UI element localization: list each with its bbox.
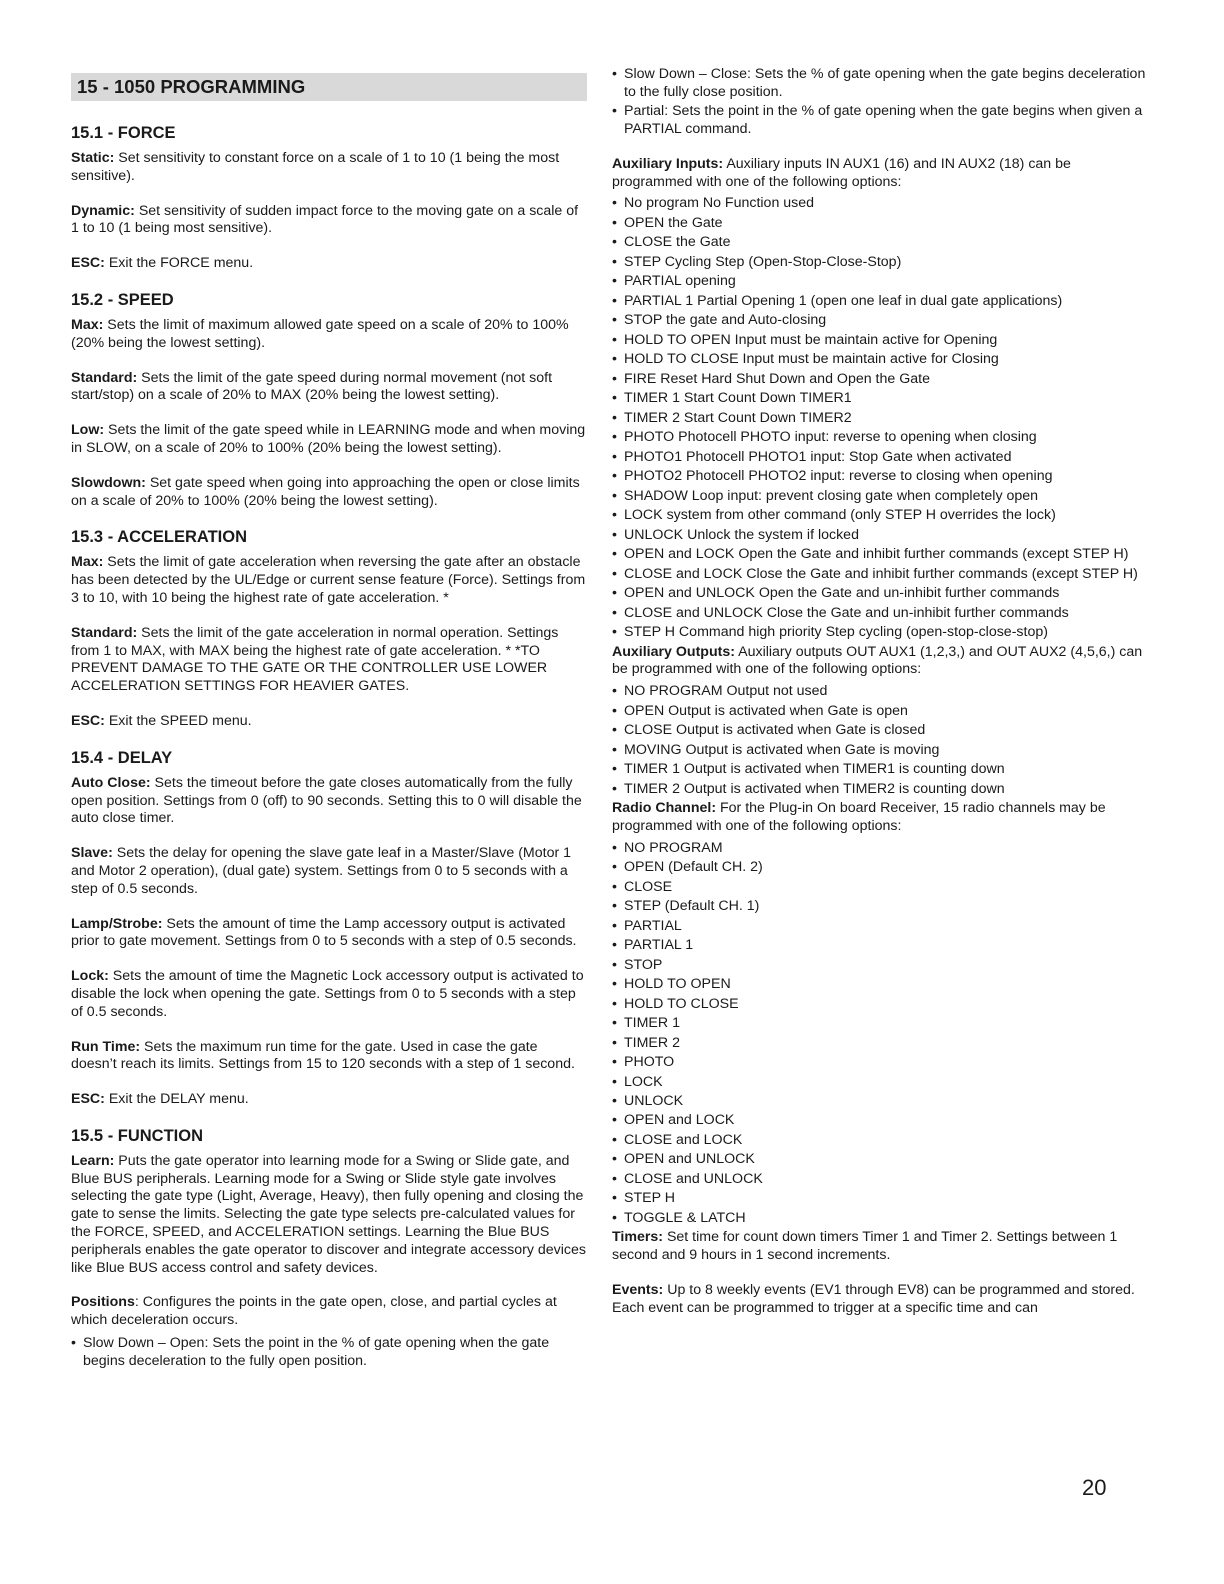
positions-list-left — [71, 1335, 587, 1371]
list-item: • PHOTO — [612, 1054, 675, 1071]
delay-section — [71, 748, 587, 1109]
list-item: • TIMER 1 — [612, 1015, 680, 1032]
list-item: • HOLD TO CLOSE — [612, 995, 739, 1012]
list-item: • HOLD TO OPEN — [612, 976, 731, 993]
page-title: 15 - 1050 PROGRAMMING — [71, 73, 587, 101]
list-item: • PARTIAL — [612, 917, 682, 934]
list-item: • Slow Down – Open: Sets the point in the % of gate opening when the gate begins deceleration to the fully open position. — [71, 1335, 550, 1369]
list-item: • HOLD TO OPEN Input must be maintain active for Opening — [612, 331, 998, 348]
list-item: • LOCK system from other command (only STEP H overrides the lock) — [612, 507, 1056, 524]
force-esc: ESC: Exit the FORCE menu. — [71, 255, 254, 272]
list-item: • TOGGLE & LATCH — [612, 1209, 746, 1226]
list-item: • NO PROGRAM — [612, 839, 723, 856]
speed-low: Low: Sets the limit of the gate speed while in LEARNING mode and when moving in SLOW, on a scale of 20% to 100% (20% being the lowest setting). — [71, 422, 586, 456]
list-item: • PARTIAL opening — [612, 273, 736, 290]
function-learn: Learn: Puts the gate operator into learning mode for a Swing or Slide gate, and Blue BUS peripherals. Learning mode for a Swing or Slide style gate involves selecting the gate type (Light, Average, Heavy), then fully opening and closing the gate to sense the limits. Selecting the gate type selects pre-calculated values for the FORCE, SPEED, and ACCELERATION settings. Learning the Blue BUS peripherals enables the gate operator to discover and integrate accessory devices like Blue BUS access control and safety devices. — [71, 1152, 586, 1276]
aux-inputs-list — [612, 195, 1152, 641]
list-item: • SHADOW Loop input: prevent closing gate when completely open — [612, 487, 1039, 504]
list-item: • UNLOCK — [612, 1093, 684, 1109]
function-section — [71, 1126, 587, 1371]
list-item: • STEP Cycling Step (Open-Stop-Close-Stop) — [612, 253, 902, 270]
list-item: • OPEN (Default CH. 2) — [612, 859, 763, 876]
list-item: • TIMER 1 Output is activated when TIMER1 is counting down — [612, 761, 1005, 778]
list-item: • CLOSE and UNLOCK — [612, 1170, 763, 1187]
list-item: • Slow Down – Close: Sets the % of gate opening when the gate begins deceleration to the fully close position. — [612, 66, 1146, 100]
speed-standard: Standard: Sets the limit of the gate speed during normal movement (not soft start/stop) on a scale of 20% to MAX (20% being the lowest setting). — [71, 369, 553, 404]
list-item: • CLOSE and LOCK — [612, 1131, 743, 1148]
list-item: • CLOSE Output is activated when Gate is closed — [612, 722, 926, 739]
list-item: • CLOSE and UNLOCK Close the Gate and un-inhibit further commands — [612, 604, 1069, 621]
acceleration-standard: Standard: Sets the limit of the gate acceleration in normal operation. Settings from 1 to MAX, with MAX being the highest rate of gate acceleration. * *TO PREVENT DAMAGE TO THE GATE OR THE CONTROLLER USE LOWER ACCELERATION SETTINGS FOR HEAVIER GATES. — [71, 624, 559, 695]
list-item: • STOP the gate and Auto-closing — [612, 312, 827, 329]
page-number: 20 — [1082, 1475, 1107, 1500]
radio-channel-intro: Radio Channel: For the Plug-in On board Receiver, 15 radio channels may be programmed with one of the following options: — [612, 800, 1106, 834]
delay-lamp-strobe: Lamp/Strobe: Sets the amount of time the Lamp accessory output is activated prior to gate movement. Settings from 0 to 5 seconds with a step of 0.5 seconds. — [71, 915, 577, 950]
list-item: • UNLOCK Unlock the system if locked — [612, 526, 859, 543]
force-heading: 15.1 - FORCE — [71, 124, 176, 142]
function-heading: 15.5 - FUNCTION — [71, 1126, 204, 1145]
speed-heading: 15.2 - SPEED — [71, 290, 174, 309]
list-item: • CLOSE the Gate — [612, 234, 731, 251]
list-item: • OPEN and UNLOCK — [612, 1151, 755, 1168]
list-item: • No program No Function used — [612, 195, 815, 212]
list-item: • STEP H — [612, 1190, 675, 1207]
aux-outputs-intro: Auxiliary Outputs: Auxiliary outputs OUT AUX1 (1,2,3,) and OUT AUX2 (4,5,6,) can be programmed with one of the following options: — [612, 643, 1143, 678]
list-item: • STEP H Command high priority Step cycling (open-stop-close-stop) — [612, 624, 1048, 641]
speed-max: Max: Sets the limit of maximum allowed gate speed on a scale of 20% to 100% (20% being the lowest setting). — [71, 316, 569, 351]
radio-channel-list — [612, 840, 1152, 1228]
left-column — [71, 73, 587, 1372]
list-item: • PHOTO Photocell PHOTO input: reverse to opening when closing — [612, 429, 1037, 446]
list-item: • PHOTO2 Photocell PHOTO2 input: reverse to closing when opening — [612, 468, 1053, 485]
list-item: • HOLD TO CLOSE Input must be maintain active for Closing — [612, 351, 999, 368]
delay-esc: ESC: Exit the DELAY menu. — [71, 1091, 249, 1108]
list-item: • Partial: Sets the point in the % of gate opening when the gate begins when given a PARTIAL command. — [612, 103, 1143, 138]
list-item: • PARTIAL 1 — [612, 937, 694, 954]
list-item: • OPEN and LOCK — [612, 1112, 735, 1129]
list-item: • STOP — [612, 956, 663, 973]
aux-outputs-list — [612, 683, 1152, 798]
speed-section — [71, 290, 587, 510]
list-item: • MOVING Output is activated when Gate is moving — [612, 741, 940, 758]
list-item: • STEP (Default CH. 1) — [612, 898, 760, 915]
acceleration-heading: 15.3 - ACCELERATION — [71, 528, 248, 547]
list-item: • CLOSE and LOCK Close the Gate and inhibit further commands (except STEP H) — [612, 565, 1138, 582]
timers-paragraph: Timers: Set time for count down timers Timer 1 and Timer 2. Settings between 1 second and 9 hours in 1 second increments. — [612, 1229, 1118, 1264]
speed-slowdown: Slowdown: Set gate speed when going into approaching the open or close limits on a scale of 20% to 100% (20% being the lowest setting). — [71, 474, 580, 509]
delay-slave: Slave: Sets the delay for opening the slave gate leaf in a Master/Slave (Motor 1 and Motor 2 operation), (dual gate) system. Settings from 0 to 5 seconds with a step of 0.5 seconds. — [71, 845, 572, 897]
list-item: • FIRE Reset Hard Shut Down and Open the Gate — [612, 370, 930, 387]
positions-list-right — [612, 66, 1152, 139]
force-dynamic: Dynamic: Set sensitivity of sudden impact force to the moving gate on a scale of 1 to 10 (1 being most sensitive). — [71, 202, 579, 237]
function-positions: Positions: Configures the points in the gate open, close, and partial cycles at which deceleration occurs. — [71, 1294, 557, 1329]
acceleration-esc: ESC: Exit the SPEED menu. — [71, 712, 252, 729]
list-item: • OPEN and LOCK Open the Gate and inhibit further commands (except STEP H) — [612, 546, 1129, 563]
list-item: • TIMER 2 — [612, 1034, 680, 1051]
list-item: • NO PROGRAM Output not used — [612, 683, 828, 700]
list-item: • CLOSE — [612, 878, 673, 895]
list-item: • TIMER 1 Start Count Down TIMER1 — [612, 390, 852, 407]
list-item: • PARTIAL 1 Partial Opening 1 (open one leaf in dual gate applications) — [612, 292, 1063, 309]
list-item: • TIMER 2 Start Count Down TIMER2 — [612, 409, 852, 426]
acceleration-section — [71, 527, 587, 730]
delay-lock: Lock: Sets the amount of time the Magnetic Lock accessory output is activated to disable the lock when opening the gate. Settings from 0 to 5 seconds with a step of 0.5 seconds. — [71, 968, 584, 1020]
force-section — [71, 123, 587, 273]
aux-inputs-intro: Auxiliary Inputs: Auxiliary inputs IN AUX1 (16) and IN AUX2 (18) can be programmed with one of the following options: — [612, 155, 1071, 190]
list-item: • TIMER 2 Output is activated when TIMER2 is counting down — [612, 780, 1005, 797]
list-item: • OPEN and UNLOCK Open the Gate and un-inhibit further commands — [612, 585, 1060, 602]
delay-auto-close: Auto Close: Sets the timeout before the gate closes automatically from the fully open position. Settings from 0 (off) to 90 seconds. Setting this to 0 will disable the auto close timer. — [71, 774, 582, 827]
list-item: • OPEN Output is activated when Gate is open — [612, 702, 908, 719]
force-static: Static: Set sensitivity to constant force on a scale of 1 to 10 (1 being the most sensitive). — [71, 150, 560, 184]
list-item: • PHOTO1 Photocell PHOTO1 input: Stop Gate when activated — [612, 448, 1012, 465]
delay-heading: 15.4 - DELAY — [71, 748, 173, 767]
acceleration-max: Max: Sets the limit of gate acceleration when reversing the gate after an obstacle has been detected by the UL/Edge or current sense feature (Force). Settings from 3 to 10, with 10 being the highest rate of gate acceleration. * — [71, 554, 586, 606]
list-item: • OPEN the Gate — [612, 214, 723, 231]
events-paragraph: Events: Up to 8 weekly events (EV1 through EV8) can be programmed and stored. Each event can be programmed to trigger at a specific time and can — [612, 1281, 1135, 1316]
right-column — [612, 66, 1152, 1322]
list-item: • LOCK — [612, 1073, 663, 1090]
delay-run-time: Run Time: Sets the maximum run time for the gate. Used in case the gate doesn’t reach its limits. Settings from 15 to 120 seconds with a step of 1 second. — [71, 1038, 575, 1073]
